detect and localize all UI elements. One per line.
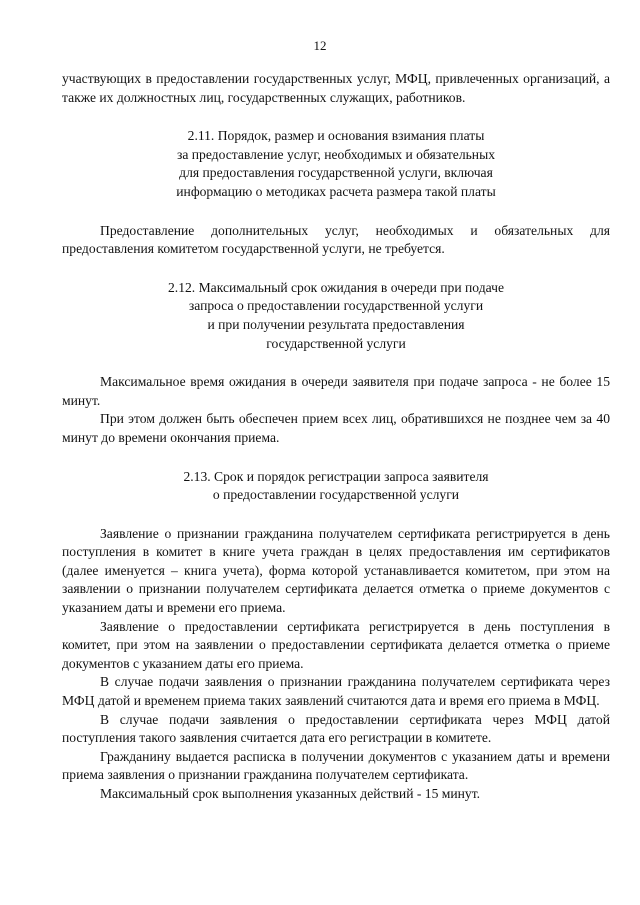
heading-line: 2.12. Максимальный срок ожидания в очереди при подаче xyxy=(168,279,504,295)
heading-line: за предоставление услуг, необходимых и обязательных xyxy=(176,146,496,162)
section-2-12-heading xyxy=(62,279,610,353)
section-2-13-paragraph: Гражданину выдается расписка в получении документов с указанием даты и времени приема заявления о признании гражданина получателем сертификата. xyxy=(62,748,610,783)
section-2-13-paragraph: Заявление о предоставлении сертификата регистрируется в день поступления в комитет, при этом на заявлении о предоставлении сертификата делается отметка о приеме документов с указанием даты его приема. xyxy=(62,618,610,671)
heading-line: информацию о методиках расчета размера такой платы xyxy=(176,183,496,199)
section-2-12-paragraph: При этом должен быть обеспечен прием всех лиц, обратившихся не позднее чем за 40 минут до времени окончания приема. xyxy=(62,411,610,445)
page-number: 12 xyxy=(313,38,327,53)
section-2-12-paragraph: Максимальное время ожидания в очереди заявителя при подаче запроса - не более 15 минут. xyxy=(62,374,610,408)
section-2-13-paragraph: Максимальный срок выполнения указанных действий - 15 минут. xyxy=(100,786,481,801)
continuation-paragraph: участвующих в предоставлении государственных услуг, МФЦ, привлеченных организаций, а также их должностных лиц, государственных служащих, работников. xyxy=(62,71,610,105)
section-2-13-paragraph: Заявление о признании гражданина получателем сертификата регистрируется в день поступления в комитет в книге учета граждан в целях предоставления им сертификатов (далее именуется – книга учета), форма которой устанавливается комитетом, при этом на заявлении о признании получателем сертификата делается отметка о приеме документов с указанием даты и времени его приема. xyxy=(62,525,610,616)
section-2-11-heading xyxy=(62,127,610,201)
heading-line: для предоставления государственной услуги, включая xyxy=(179,165,493,181)
heading-line: запроса о предоставлении государственной услуги xyxy=(188,298,484,314)
section-2-13-heading xyxy=(62,468,610,505)
heading-line: государственной услуги xyxy=(266,335,406,351)
heading-line: 2.13. Срок и порядок регистрации запроса заявителя xyxy=(183,468,489,484)
heading-line: 2.11. Порядок, размер и основания взимания платы xyxy=(187,128,485,144)
document-body xyxy=(62,70,610,804)
section-2-11-paragraph: Предоставление дополнительных услуг, необходимых и обязательных для предоставления комитетом государственной услуги, не требуется. xyxy=(62,222,610,257)
section-2-13-paragraph: В случае подачи заявления о предоставлении сертификата через МФЦ датой поступления такого заявления считается дата его регистрации в комитете. xyxy=(62,711,610,746)
heading-line: о предоставлении государственной услуги xyxy=(212,487,460,503)
section-2-13-paragraph: В случае подачи заявления о признании гражданина получателем сертификата через МФЦ датой и временем приема таких заявлений считаются дата и время его приема в МФЦ. xyxy=(62,674,610,709)
heading-line: и при получении результата предоставления xyxy=(207,316,465,332)
